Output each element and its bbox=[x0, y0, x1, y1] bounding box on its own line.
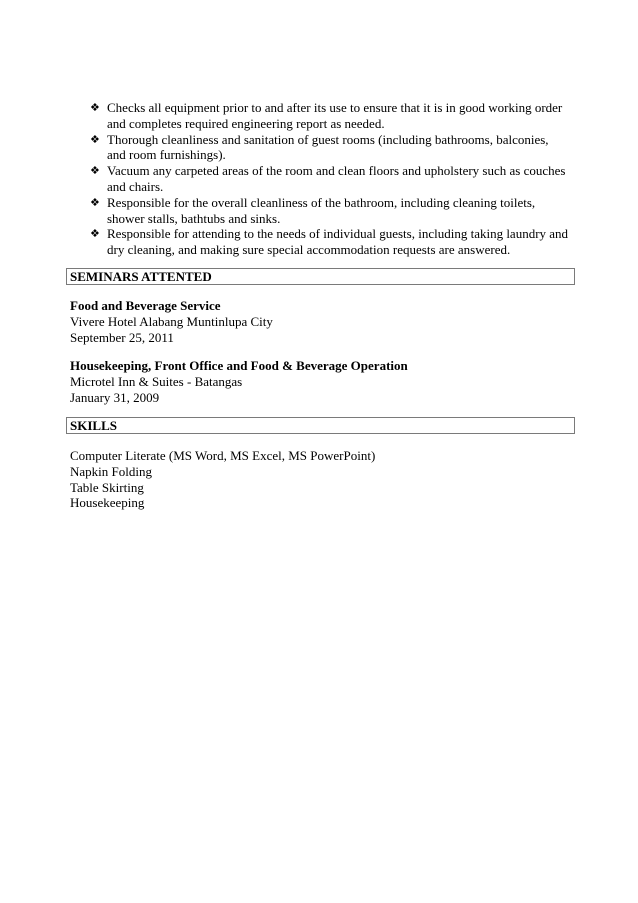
skills-heading: SKILLS bbox=[70, 418, 117, 433]
diamond-bullet-icon: ❖ bbox=[90, 195, 100, 209]
responsibility-text: Vacuum any carpeted areas of the room and clean floors and upholstery such as couches and chairs. bbox=[107, 163, 566, 194]
responsibility-text: Thorough cleanliness and sanitation of guest rooms (including bathrooms, balconies, and room furnishings). bbox=[107, 131, 549, 163]
seminar-date: January 31, 2009 bbox=[70, 389, 160, 405]
seminar-title: Housekeeping, Front Office and Food & Beverage Operation bbox=[70, 358, 408, 373]
responsibility-item bbox=[90, 132, 570, 164]
responsibility-item bbox=[90, 226, 570, 258]
seminars-section-bar bbox=[66, 268, 575, 285]
seminar-title: Food and Beverage Service bbox=[70, 298, 221, 313]
seminar-venue: Microtel Inn & Suites - Batangas bbox=[70, 373, 243, 389]
seminar-entry bbox=[70, 298, 570, 345]
responsibility-item bbox=[90, 195, 570, 227]
seminar-entry bbox=[70, 358, 570, 405]
skill-item: Computer Literate (MS Word, MS Excel, MS PowerPoint) bbox=[70, 448, 376, 463]
seminar-venue: Vivere Hotel Alabang Muntinlupa City bbox=[70, 313, 273, 329]
seminar-date: September 25, 2011 bbox=[70, 329, 174, 345]
diamond-bullet-icon: ❖ bbox=[90, 101, 100, 114]
skill-item: Napkin Folding bbox=[70, 463, 152, 479]
skills-section-bar bbox=[66, 417, 575, 434]
skill-item: Housekeeping bbox=[70, 495, 145, 511]
diamond-bullet-icon: ❖ bbox=[90, 132, 100, 146]
responsibilities-list bbox=[90, 100, 570, 258]
diamond-bullet-icon: ❖ bbox=[90, 227, 100, 241]
seminars-heading: SEMINARS ATTENTED bbox=[70, 269, 212, 284]
skills-list bbox=[70, 448, 570, 511]
responsibility-item bbox=[90, 100, 570, 132]
responsibility-text: Responsible for the overall cleanliness of the bathroom, including cleaning toilets, shower stalls, bathtubs and sinks. bbox=[107, 194, 536, 226]
diamond-bullet-icon: ❖ bbox=[90, 164, 100, 178]
responsibility-text: Checks all equipment prior to and after its use to ensure that it is in good working order and completes required engineering report as needed. bbox=[107, 100, 563, 131]
responsibility-item bbox=[90, 163, 570, 195]
skill-item: Table Skirting bbox=[70, 479, 144, 495]
responsibility-text: Responsible for attending to the needs of individual guests, including taking laundry and dry cleaning, and making sure special accommodation requests are answered. bbox=[107, 226, 569, 258]
